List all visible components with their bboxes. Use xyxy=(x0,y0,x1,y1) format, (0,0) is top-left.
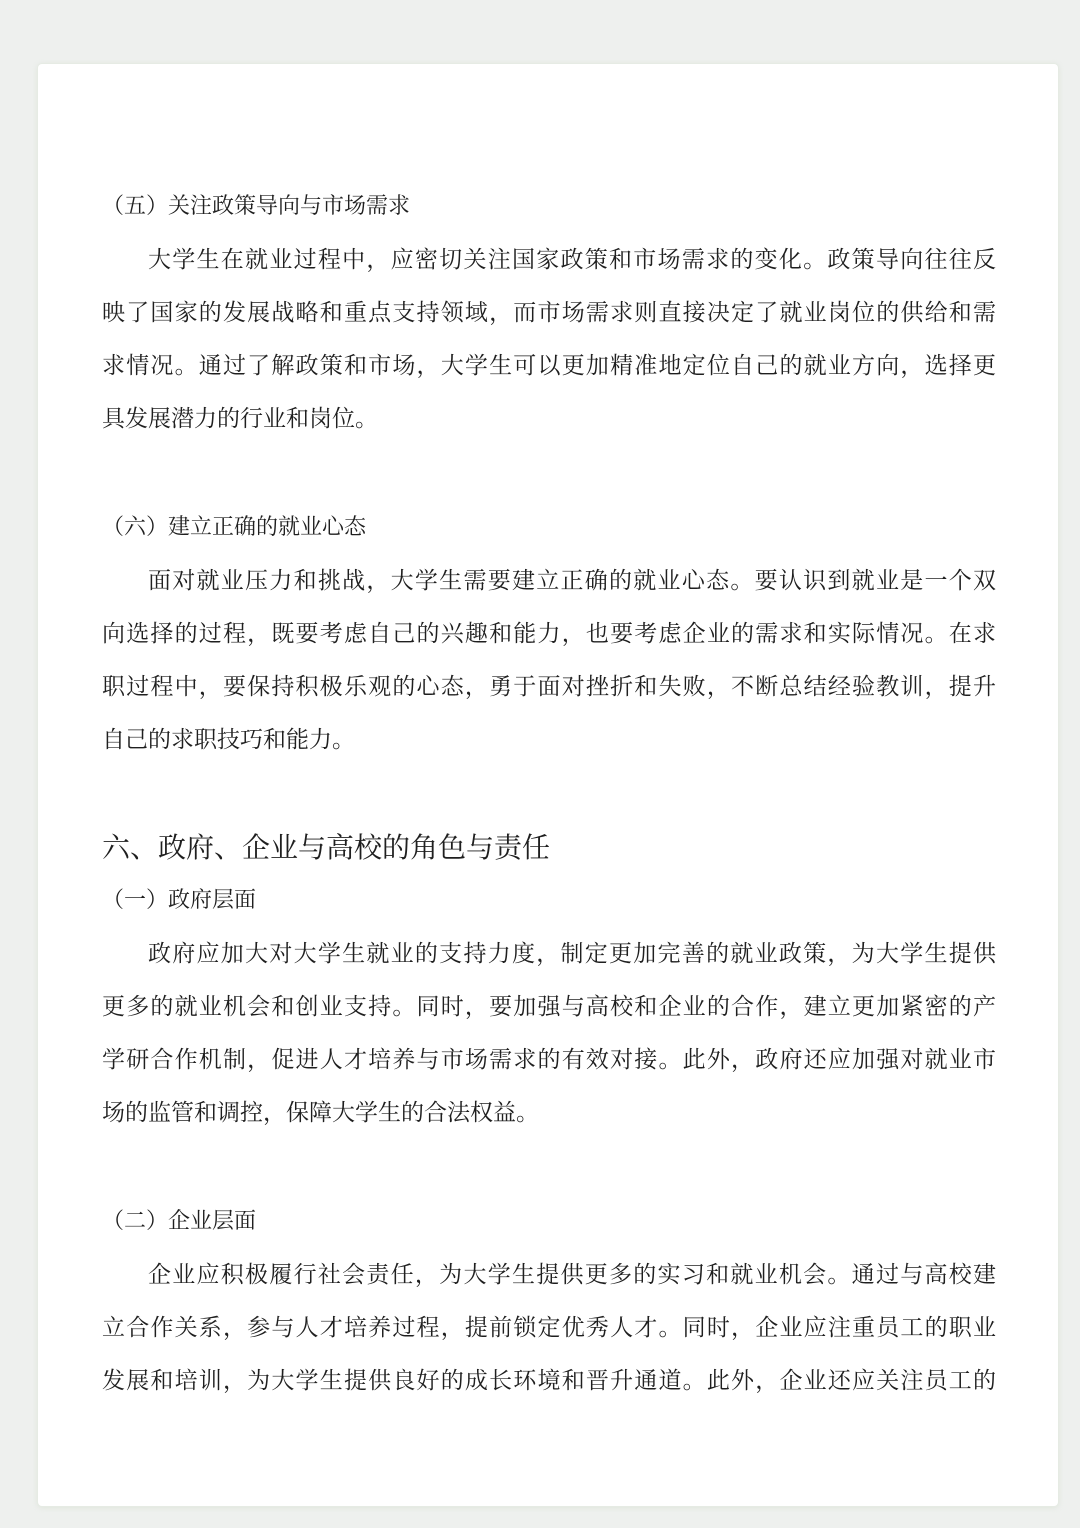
paragraph-line: 职过程中，要保持积极乐观的心态，勇于面对挫折和失败，不断总结经验教训，提升 xyxy=(102,674,996,700)
subheading-six: （六）建立正确的就业心态 xyxy=(102,515,367,540)
paragraph-line: 向选择的过程，既要考虑自己的兴趣和能力，也要考虑企业的需求和实际情况。在求 xyxy=(102,621,996,647)
paragraph-line: 学研合作机制，促进人才培养与市场需求的有效对接。此外，政府还应加强对就业市 xyxy=(102,1047,996,1073)
paragraph-government xyxy=(102,928,996,1140)
paragraph-policy-market xyxy=(102,234,996,446)
paragraph-line: 具发展潜力的行业和岗位。 xyxy=(102,406,378,432)
paragraph-line: 立合作关系，参与人才培养过程，提前锁定优秀人才。同时，企业应注重员工的职业 xyxy=(102,1315,996,1341)
document-page xyxy=(38,64,1058,1506)
section-heading-six: 六、政府、企业与高校的角色与责任 xyxy=(102,831,551,864)
paragraph-line: 更多的就业机会和创业支持。同时，要加强与高校和企业的合作，建立更加紧密的产 xyxy=(102,994,996,1020)
paragraph-line: 大学生在就业过程中，应密切关注国家政策和市场需求的变化。政策导向往往反 xyxy=(148,247,996,273)
subheading-government: （一）政府层面 xyxy=(102,888,257,913)
subheading-five: （五）关注政策导向与市场需求 xyxy=(102,194,411,219)
paragraph-line: 发展和培训，为大学生提供良好的成长环境和晋升通道。此外，企业还应关注员工的 xyxy=(102,1368,996,1394)
subheading-enterprise: （二）企业层面 xyxy=(102,1209,257,1234)
paragraph-enterprise xyxy=(102,1249,996,1408)
paragraph-mindset xyxy=(102,555,996,767)
paragraph-line: 企业应积极履行社会责任，为大学生提供更多的实习和就业机会。通过与高校建 xyxy=(148,1262,996,1288)
paragraph-line: 映了国家的发展战略和重点支持领域，而市场需求则直接决定了就业岗位的供给和需 xyxy=(102,300,996,326)
paragraph-line: 面对就业压力和挑战，大学生需要建立正确的就业心态。要认识到就业是一个双 xyxy=(148,568,996,594)
paragraph-line: 自己的求职技巧和能力。 xyxy=(102,727,355,753)
paragraph-line: 场的监管和调控，保障大学生的合法权益。 xyxy=(102,1100,539,1126)
paragraph-line: 求情况。通过了解政策和市场，大学生可以更加精准地定位自己的就业方向，选择更 xyxy=(102,353,996,379)
paragraph-line: 政府应加大对大学生就业的支持力度，制定更加完善的就业政策，为大学生提供 xyxy=(148,941,996,967)
